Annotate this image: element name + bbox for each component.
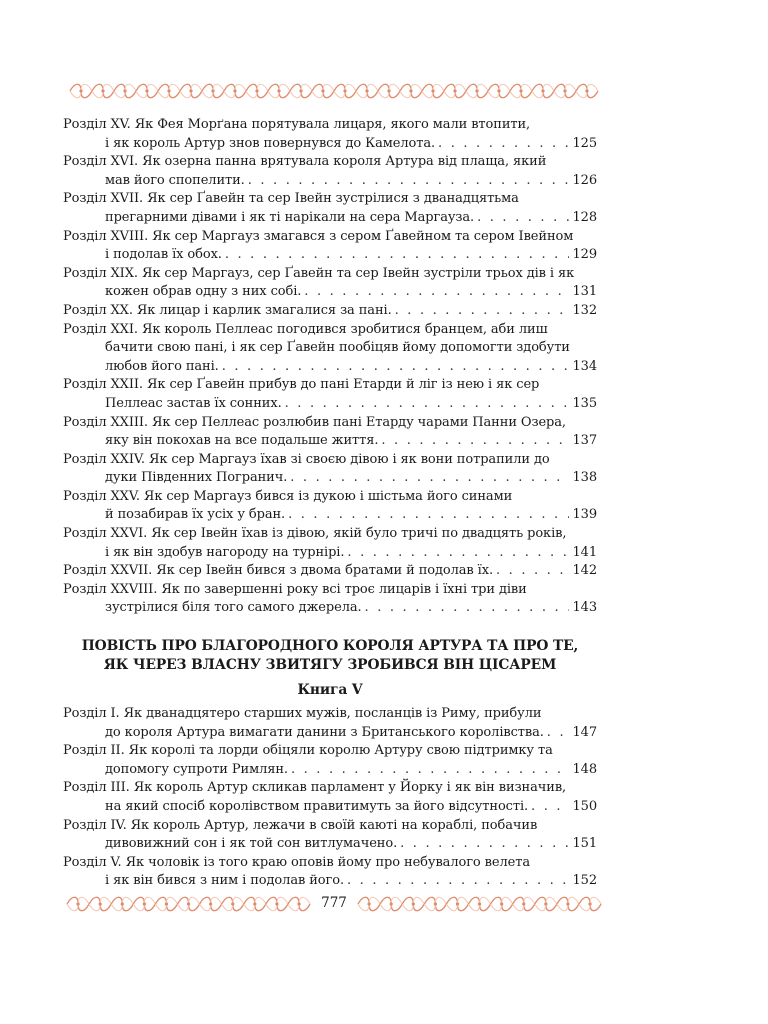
toc-entry [63,116,597,153]
entry-last-line [63,506,597,525]
entry-last-line [63,761,597,780]
chapter-title: Як сер Маргауз бився із дукою і шістьма його синами [143,488,513,504]
chapter-label: Розділ XXI. [63,321,138,337]
toc-entry [63,190,597,227]
entry-first-line [63,116,597,135]
toc-entry [63,705,597,742]
chapter-label: Розділ XXV. [63,488,140,504]
page-ref: 147 [572,724,597,740]
chapter-title-continued: мав його спопелити. [105,172,245,188]
chapter-title-continued: допомогу супроти Римлян. [105,761,288,777]
chapter-title-continued: прегарними дівами і як ті нарікали на сера Маргауза. [105,209,475,225]
dot-leader [531,798,569,817]
toc-entry [63,302,597,321]
dot-leader [291,761,570,780]
chapter-label: Розділ III. [63,780,130,796]
chapter-title-continued: дивовижний сон і як той сон витлумачено. [105,836,398,852]
entry-first-line [63,817,597,836]
page-ref: 135 [572,395,597,411]
entry-last-line [63,835,597,854]
entry-last-line [63,135,597,154]
entry-last-line [63,469,597,488]
page-ref: 134 [572,358,597,374]
book-title: Книга V [297,682,363,699]
toc-entry [63,153,597,190]
chapter-label: Розділ IV. [63,817,127,833]
dot-leader [225,246,570,265]
dot-leader [290,469,569,488]
chapter-label: Розділ XXIV. [63,451,145,467]
page-ref: 126 [572,172,597,188]
entry-last-line [63,395,597,414]
dot-leader [496,562,569,581]
footer-ornament-left [63,893,314,915]
chapter-title-continued: і як він здобув нагороду на турнірі. [105,544,345,560]
page-ref: 143 [572,600,597,616]
page-ref: 132 [572,302,597,318]
chapter-title: Як сер Маргауз змагався з сером Ґавейном та сером Івейном [152,228,574,244]
dot-leader [248,172,570,191]
chapter-label: Розділ XVIII. [63,228,149,244]
chapter-title-continued: любов його пані. [105,358,219,374]
dot-leader [438,135,569,154]
toc-entry [63,742,597,779]
entry-last-line [63,544,597,563]
entry-last-line [63,172,597,191]
toc-entry [63,265,597,302]
chapter-title: Як дванадцятеро старших мужів, посланців із Риму, прибули [123,706,542,722]
chapter-title-continued: й позабирав їх усіх у бран. [105,507,286,523]
entry-first-line [63,190,597,209]
dot-leader [395,302,570,321]
chapter-label: Розділ XIX. [63,265,138,281]
chapter-title: Як сер Ґавейн та сер Івейн зустрілися з дванадцятьма [147,191,519,207]
chapter-label: Розділ XXVII. [63,563,153,579]
vine-ornament-icon [354,893,605,915]
chapter-title: Як озерна панна врятувала короля Артура від плаща, який [142,154,547,170]
dot-leader [222,358,570,377]
toc-entry [63,414,597,451]
chapter-title-continued: до короля Артура вимагати данини з Британського королівства. [105,724,544,740]
vine-ornament-icon [63,80,605,102]
entry-first-line [63,153,597,172]
chapter-title-continued: зустрілися біля того самого джерела. [105,600,362,616]
chapter-title: Як по завершенні року всі троє лицарів і їхні три діви [161,581,527,597]
chapter-title: Як сер Пеллеас розлюбив пані Етарду чарами Панни Озера, [152,414,566,430]
toc-entry [63,779,597,816]
entry-continuation-line: бачити свою пані, і як сер Ґавейн пообіцяв йому допомогти здобути [105,340,570,356]
footer-ornament-right [354,893,605,915]
entry-first-line [63,854,597,873]
dot-leader [285,395,570,414]
chapter-title-continued: і подолав їх обох. [105,247,222,263]
chapter-label: Розділ XVI. [63,154,139,170]
toc-entry [63,228,597,265]
chapter-title: Як король Артур скликав парламент у Йорку і як він визначив, [133,780,567,796]
chapter-title-continued: кожен обрав одну з них собі. [105,284,302,300]
toc-entry [63,854,597,891]
story-title-line-2: ЯК ЧЕРЕЗ ВЛАСНУ ЗВИТЯГУ ЗРОБИВСЯ ВІН ЦІСАРЕМ [103,657,557,674]
chapter-label: Розділ I. [63,706,120,722]
entry-first-line [63,321,597,340]
chapter-text [63,562,493,581]
page-ref: 137 [572,433,597,449]
entry-last-line [63,872,597,891]
entry-first-line [63,265,597,284]
toc-entry [63,525,597,562]
dot-leader [400,835,569,854]
chapter-label: Розділ XXIII. [63,414,148,430]
entry-last-line [63,209,597,228]
entry-last-line [63,798,597,817]
chapter-title: Як чоловік із того краю оповів йому про небувалого велета [125,854,530,870]
story-title-line-1: ПОВІСТЬ ПРО БЛАГОРОДНОГО КОРОЛЯ АРТУРА ТА ПРО ТЕ, [81,638,579,655]
page-number: 777 [321,895,347,912]
chapter-label: Розділ XXVI. [63,526,148,542]
chapter-title-continued: яку він покохав на все подальше життя. [105,433,379,449]
dot-leader [547,724,570,743]
toc-entry [63,451,597,488]
toc-entry [63,562,597,581]
page-ref: 148 [572,761,597,777]
table-of-contents [63,116,597,891]
chapter-title: Як лицар і карлик змагалися за пані. [136,302,392,318]
toc-entry [63,488,597,525]
page-ref: 129 [572,247,597,263]
chapter-text [63,302,392,321]
page-ref: 138 [572,470,597,486]
chapter-label: Розділ XXII. [63,377,143,393]
page-ref: 128 [572,209,597,225]
chapter-title: Як король Артур, лежачи в своїй каюті на кораблі, побачив [130,817,538,833]
dot-leader [347,544,569,563]
entry-first-line [63,581,597,600]
footer-ornament-row [63,892,605,916]
toc-entry [63,321,597,377]
chapter-label: Розділ XVII. [63,191,144,207]
chapter-title: Як сер Івейн їхав із дівою, якій було тричі по двадцять років, [151,526,567,542]
entry-first-line [63,488,597,507]
entry-first-line [63,376,597,395]
dot-leader [477,209,569,228]
entry-last-line [63,599,597,618]
entry-last-line [63,432,597,451]
chapter-label: Розділ XV. [63,117,131,132]
dot-leader [347,872,570,891]
entry-first-line [63,228,597,247]
dot-leader [288,506,569,525]
chapter-title: Як королі та лорди обіцяли королю Артуру свою підтримку та [128,743,553,759]
entry-last-line [63,724,597,743]
entry-first-line [63,779,597,798]
toc-entry [63,376,597,413]
toc-entry [63,817,597,854]
chapter-title-continued: на який спосіб королівством правитимуть за його відсутності. [105,799,529,814]
entry-first-line [63,451,597,470]
page-ref: 152 [572,873,597,889]
story-title [63,637,597,675]
entry-first-line [63,705,597,724]
chapter-title-continued: і як король Артур знов повернувся до Камелота. [105,135,436,151]
chapter-label: Розділ XXVIII. [63,581,158,597]
page-ref: 131 [572,284,597,300]
entry-last-line [63,358,597,377]
chapter-title: Як сер Маргауз, сер Ґавейн та сер Івейн зустріли трьох дів і як [141,265,575,281]
entry-first-line [63,525,597,544]
entry-last-line [63,283,597,302]
chapter-label: Розділ II. [63,743,125,759]
top-ornament-border [63,80,605,102]
toc-entry [63,581,597,618]
entry-first-line [63,562,597,581]
chapter-title-continued: Пеллеас застав їх сонних. [105,395,282,411]
chapter-title: Як сер Івейн бився з двома братами й подолав їх. [156,563,494,579]
dot-leader [304,283,569,302]
chapter-label: Розділ XX. [63,302,133,318]
chapter-list-book-iv [63,116,597,618]
page-ref: 141 [572,544,597,560]
chapter-title-continued: дуки Південних Погранич. [105,470,288,486]
chapter-label: Розділ V. [63,854,122,870]
vine-ornament-icon [63,893,314,915]
dot-leader [365,599,570,618]
chapter-title: Як сер Ґавейн прибув до пані Етарди й ліг із нею і як сер [146,377,540,393]
chapter-title: Як король Пеллеас погодився зробитися бранцем, аби лиш [141,321,548,337]
entry-last-line [63,246,597,265]
entry-first-line [63,302,597,321]
page-ref: 125 [572,135,597,151]
page-ref: 151 [572,836,597,852]
page-ref: 150 [572,799,597,814]
chapter-title-continued: і як він бився з ним і подолав його. [105,873,344,889]
chapter-title: Як Фея Морґана порятувала лицаря, якого мали втопити, [134,117,531,132]
entry-first-line [63,742,597,761]
dot-leader [381,432,569,451]
page-ref: 142 [572,563,597,579]
entry-first-line [63,414,597,433]
chapter-list-book-v [63,705,597,891]
chapter-title: Як сер Маргауз їхав зі своєю дівою і як вони потрапили до [148,451,550,467]
page-ref: 139 [572,507,597,523]
